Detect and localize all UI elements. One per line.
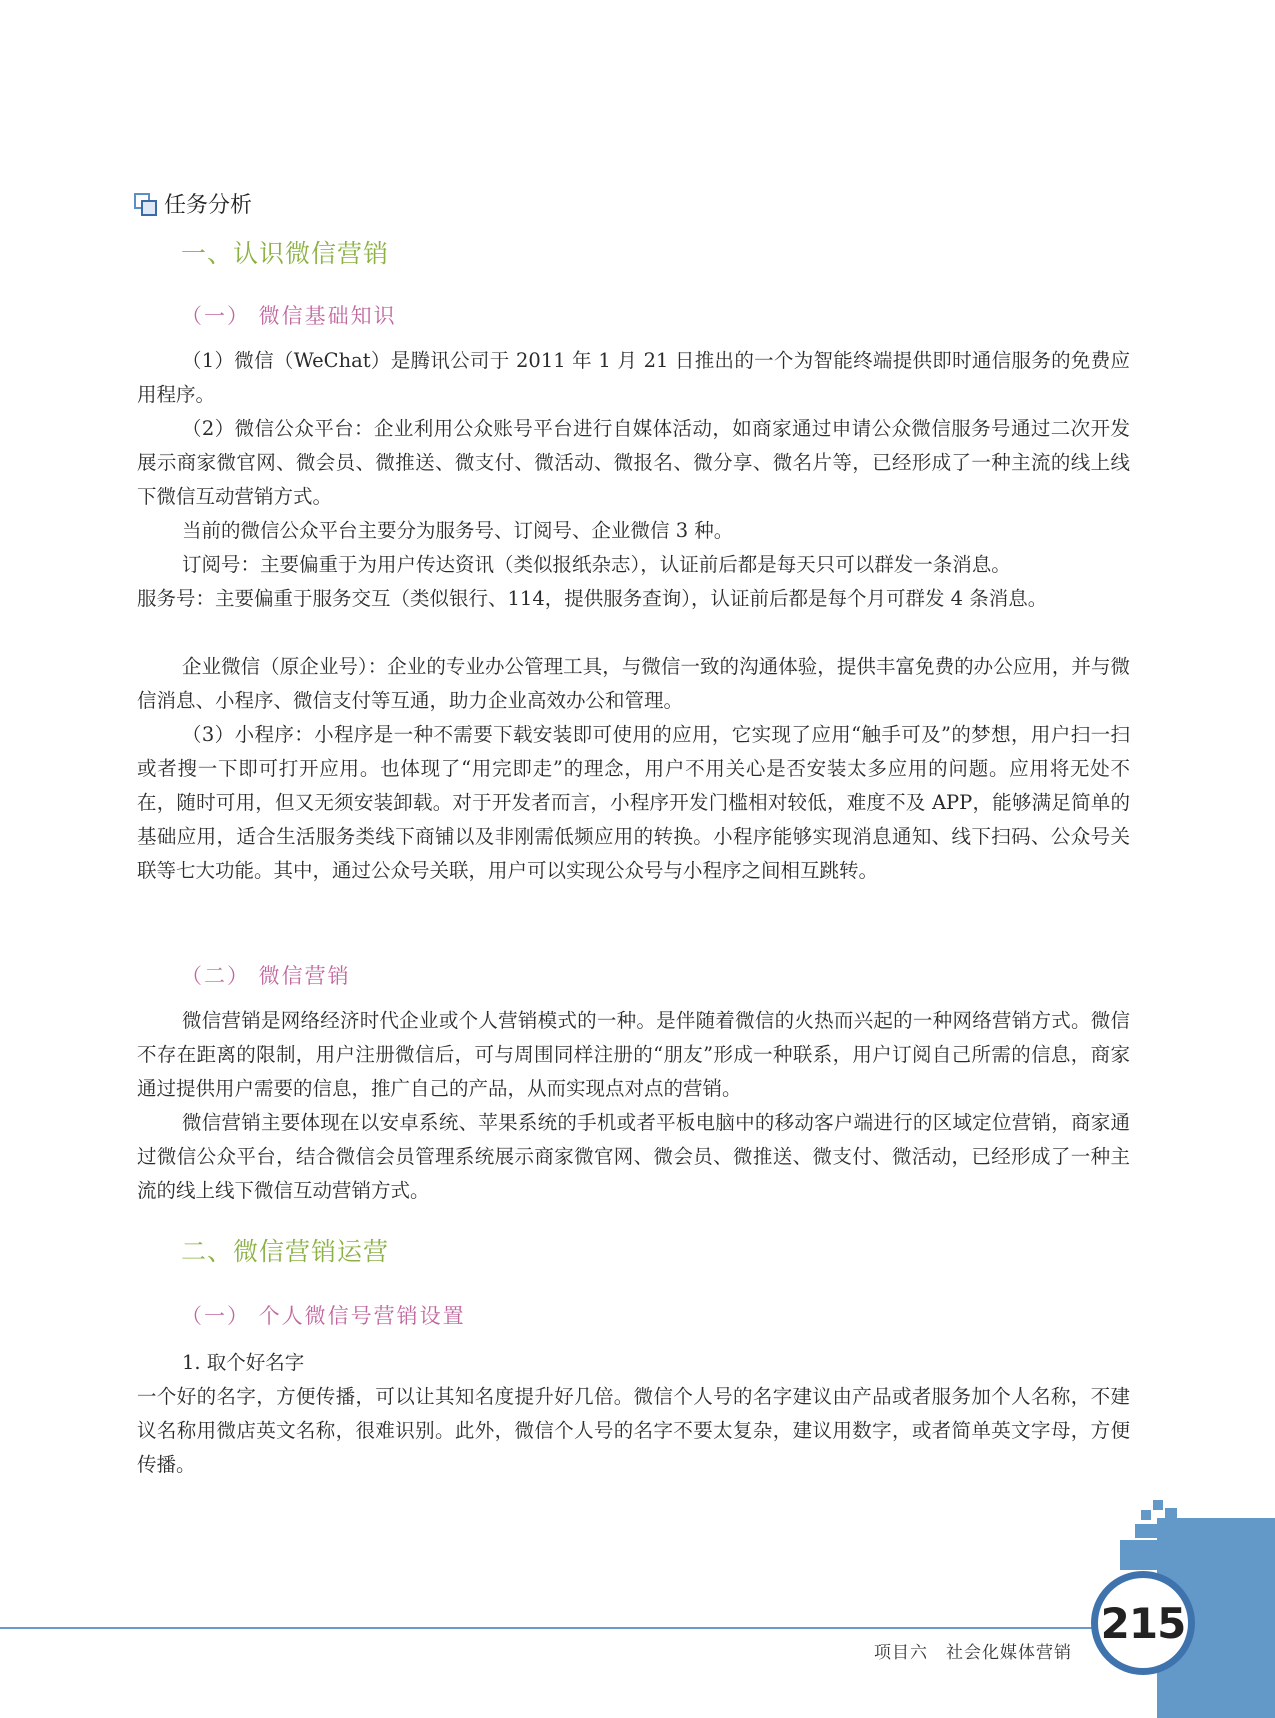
section-2-title: 二、微信营销运营: [181, 1237, 390, 1266]
decor-pixel: [1120, 1540, 1157, 1570]
chapter-title: 项目六 社会化媒体营销: [874, 1643, 1072, 1663]
paragraph: 企业微信（原企业号）：企业的专业办公管理工具，与微信一致的沟通体验，提供丰富免费的办公应用，并与微信消息、小程序、微信支付等互通，助力企业高效办公和管理。: [137, 655, 1130, 712]
decor-pixel: [1141, 1510, 1151, 1520]
page-number-badge: [1091, 1571, 1195, 1675]
paragraph: 服务号：主要偏重于服务交互（类似银行、114，提供服务查询），认证前后都是每个月可群发 4 条消息。: [137, 587, 1048, 610]
task-analysis-heading: [134, 188, 252, 219]
task-heading-text: 任务分析: [164, 193, 253, 218]
section-1-title: 一、认识微信营销: [181, 239, 390, 268]
paragraph: 当前的微信公众平台主要分为服务号、订阅号、企业微信 3 种。: [182, 519, 734, 542]
paragraph: 微信营销是网络经济时代企业或个人营销模式的一种。是伴随着微信的火热而兴起的一种网络营销方式。微信不存在距离的限制，用户注册微信后，可与周围同样注册的“朋友”形成一种联系，用户订阅自己所需的信息，商家通过提供用户需要的信息，推广自己的产品，从而实现点对点的营销。: [137, 1009, 1130, 1100]
paragraph: 一个好的名字，方便传播，可以让其知名度提升好几倍。微信个人号的名字建议由产品或者服务加个人名称，不建议名称用微店英文名称，很难识别。此外，微信个人号的名字不要太复杂，建议用数字，或者简单英文字母，方便传播。: [137, 1385, 1130, 1476]
list-item: 1. 取个好名字: [182, 1351, 305, 1374]
section-1-2-title: （二） 微信营销: [181, 964, 351, 988]
paragraph: 微信营销主要体现在以安卓系统、苹果系统的手机或者平板电脑中的移动客户端进行的区域定位营销，商家通过微信公众平台，结合微信会员管理系统展示商家微官网、微会员、微推送、微支付、微活动，已经形成了一种主流的线上线下微信互动营销方式。: [137, 1111, 1130, 1202]
section-1-1-title: （一） 微信基础知识: [181, 304, 397, 328]
section-2-1-title: （一） 个人微信号营销设置: [181, 1304, 466, 1328]
paragraph: 订阅号：主要偏重于为用户传达资讯（类似报纸杂志），认证前后都是每天只可以群发一条消息。: [182, 553, 1011, 576]
paragraph: （2）微信公众平台：企业利用公众账号平台进行自媒体活动，如商家通过申请公众微信服务号通过二次开发展示商家微官网、微会员、微推送、微支付、微活动、微报名、微分享、微名片等，已经形成了一种主流的线上线下微信互动营销方式。: [137, 417, 1130, 508]
paragraph: （3）小程序：小程序是一种不需要下载安装即可使用的应用，它实现了应用“触手可及”的梦想，用户扫一扫或者搜一下即可打开应用。也体现了“用完即走”的理念，用户不用关心是否安装太多应用的问题。应用将无处不在，随时可用，但又无须安装卸载。对于开发者而言，小程序开发门槛相对较低，难度不及 APP，能够满足简单的基础应用，适合生活服务类线下商铺以及非刚需低频应用的转换。小程序能够实现消息通知、线下扫码、公众号关联等七大功能。其中，通过公众号关联，用户可以实现公众号与小程序之间相互跳转。: [137, 723, 1130, 882]
task-section-icon: [134, 193, 156, 215]
decor-pixel: [1165, 1508, 1177, 1518]
decor-pixel: [1153, 1500, 1163, 1510]
page-number: 215: [1100, 1598, 1186, 1648]
paragraph: （1）微信（WeChat）是腾讯公司于 2011 年 1 月 21 日推出的一个为智能终端提供即时通信服务的免费应用程序。: [137, 349, 1130, 406]
decor-pixel: [1135, 1524, 1157, 1538]
footer-rule: [0, 1627, 1100, 1629]
